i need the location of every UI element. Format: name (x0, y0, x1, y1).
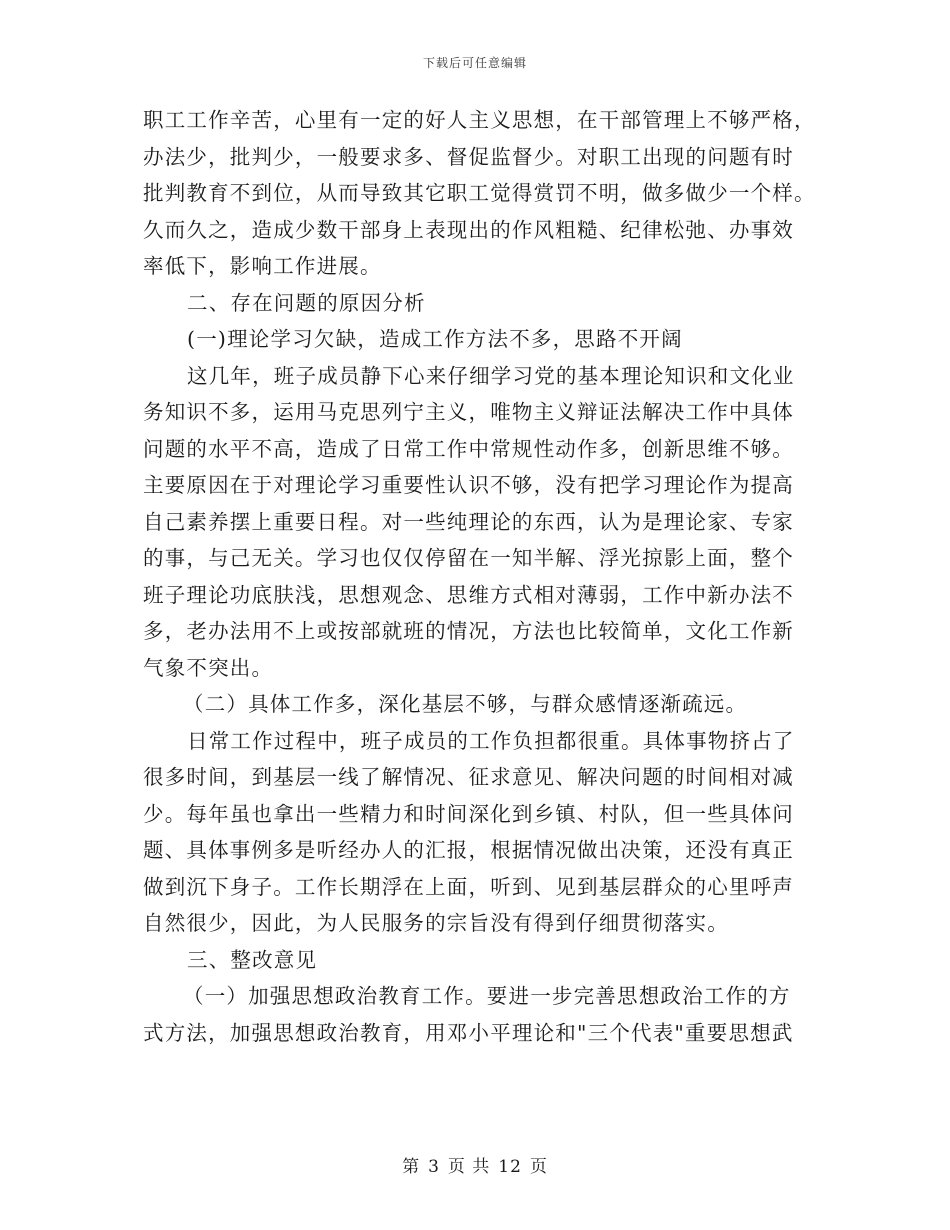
subsection-heading: （一）加强思想政治教育工作。要进一步完善思想政治工作的方 (183, 984, 791, 1008)
body-line: 办法少，批判少，一般要求多、督促监督少。对职工出现的问题有时 (143, 144, 794, 169)
current-page-number: 3 (428, 1157, 440, 1177)
footer-middle: 页 共 (447, 1157, 491, 1177)
body-line: 问题的水平不高，造成了日常工作中常规性动作多，创新思维不够。 (143, 436, 794, 461)
body-line: 务知识不多，运用马克思列宁主义，唯物主义辩证法解决工作中具体 (143, 400, 794, 424)
body-line: 很多时间，到基层一线了解情况、征求意见、解决问题的时间相对减 (143, 765, 794, 789)
section-heading: 三、整改意见 (187, 947, 318, 972)
page-number-footer (0, 1152, 950, 1177)
total-page-count: 12 (498, 1157, 522, 1177)
subsection-heading: (一)理论学习欠缺，造成工作方法不多，思路不开阔 (187, 327, 683, 351)
body-line: 题、具体事例多是听经办人的汇报，根据情况做出决策，还没有真正 (143, 838, 794, 862)
body-line: 自己素养摆上重要日程。对一些纯理论的东西，认为是理论家、专家 (143, 509, 794, 534)
body-line: 率低下，影响工作进展。 (143, 254, 382, 278)
body-line: 职工工作辛苦，心里有一定的好人主义思想，在干部管理上不够严格， (143, 108, 816, 132)
section-heading: 二、存在问题的原因分析 (187, 290, 426, 315)
document-body (143, 102, 816, 1051)
body-line: 做到沉下身子。工作长期浮在上面，听到、见到基层群众的心里呼声 (143, 874, 794, 899)
body-line: 日常工作过程中，班子成员的工作负担都很重。具体事物挤占了 (187, 728, 795, 753)
body-line: 批判教育不到位，从而导致其它职工觉得赏罚不明，做多做少一个样。 (143, 181, 816, 205)
subsection-heading: （二）具体工作多，深化基层不够，与群众感情逐渐疏远。 (183, 692, 748, 716)
body-line: 式方法，加强思想政治教育，用邓小平理论和"三个代表"重要思想武 (143, 1020, 794, 1045)
body-line: 的事，与己无关。学习也仅仅停留在一知半解、浮光掠影上面，整个 (143, 546, 794, 570)
footer-prefix: 第 (402, 1157, 421, 1177)
footer-suffix: 页 (529, 1157, 548, 1177)
body-line: 主要原因在于对理论学习重要性认识不够，没有把学习理论作为提高 (143, 473, 794, 497)
body-line: 久而久之，造成少数干部身上表现出的作风粗糙、纪律松弛、办事效 (143, 217, 794, 242)
page-header-note: 下载后可任意编辑 (422, 56, 527, 70)
body-line: 气象不突出。 (143, 655, 274, 680)
body-line: 这几年，班子成员静下心来仔细学习党的基本理论知识和文化业 (187, 363, 795, 388)
body-line: 多，老办法用不上或按部就班的情况，方法也比较简单，文化工作新 (143, 619, 794, 643)
body-line: 自然很少，因此，为人民服务的宗旨没有得到仔细贯彻落实。 (143, 911, 729, 935)
body-line: 班子理论功底肤浅，思想观念、思维方式相对薄弱，工作中新办法不 (143, 582, 794, 607)
body-line: 少。每年虽也拿出一些精力和时间深化到乡镇、村队，但一些具体问 (143, 801, 794, 826)
